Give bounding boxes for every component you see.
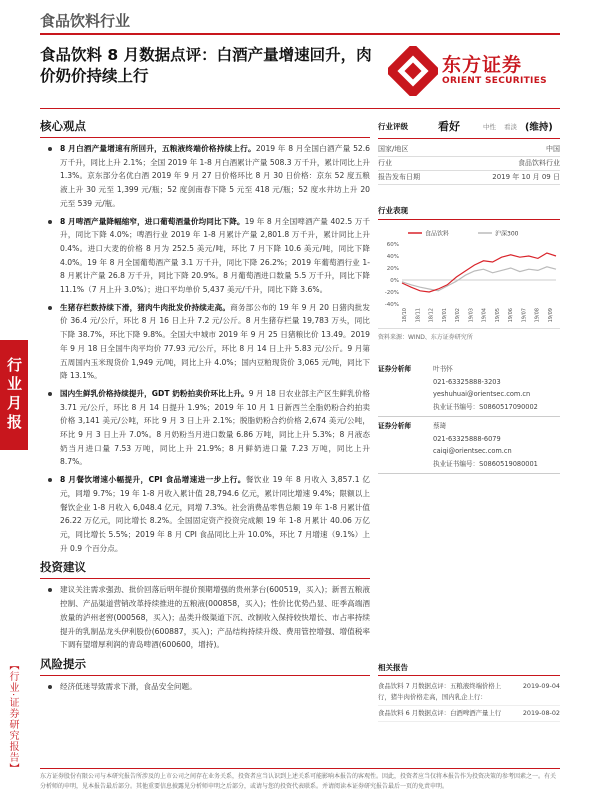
bullet-lead: 8 月餐饮增速小幅提升，CPI 食品增速进一步上行。 (60, 475, 246, 485)
report-title: 食品饮料 8 月数据点评：白酒产量增速回升，肉价奶价持续上行 (40, 46, 372, 85)
logo-en-name: ORIENT SECURITIES (442, 76, 547, 86)
rating-label: 行业评级 (378, 121, 408, 131)
x-tick-label: 19/02 (455, 308, 462, 323)
rating-option-bearish: 看淡 (504, 122, 517, 131)
core-bullet (40, 387, 370, 469)
bullet-body: 9 月 18 日农业部主产区生鲜乳价格 3.71 元/公斤，环比 8 月 14 日提升 1.9%；2019 年 10 月 1 日新西兰全脂奶粉合约拍卖价格 3,141 美元/公吨，环比 9 月 3 日上升 2.1%；脱脂奶粉合约价格 2,674 美元/公吨，环比 9 月 3 日上升 7.0%。8 月奶粉当月进口数量 6.86 万吨，同比上升 5.3%；8 月液态奶当月进口量 7.53 万吨，同比上升 21.9%；8 月鲜奶进口量 7.23 万吨，同比上升 8.7%。 (60, 388, 371, 467)
x-tick-label: 18/10 (402, 308, 408, 323)
analyst-role: 证券分析师 (378, 422, 411, 430)
x-tick-label: 19/04 (481, 308, 488, 323)
core-bullet (40, 215, 370, 297)
y-tick-label: 0% (390, 278, 399, 284)
analyst-email[interactable]: caiqi@orientsec.com.cn (433, 447, 512, 455)
section-divider (40, 578, 370, 579)
legend-label: 沪深300 (495, 230, 519, 238)
rating-option-neutral: 中性 (483, 122, 496, 131)
related-date: 2019-09-04 (522, 682, 560, 690)
x-tick-label: 18/11 (415, 308, 422, 323)
series-line (402, 253, 556, 292)
company-logo (380, 40, 560, 100)
x-tick-label: 19/05 (494, 308, 501, 323)
x-tick-label: 18/12 (428, 308, 435, 323)
core-bullet (40, 142, 370, 211)
related-title[interactable]: 食品饮料 7 月数据点评：五粮液终端价格上行，猪牛肉价格走高，国内乳企上行： (378, 682, 502, 701)
bullet-body: 2019 年 8 月全国白酒产量 52.6 万千升，同比上升 2.1%；全国 2019 年 1-8 月白酒累计产量 508.3 万千升，累计同比上升 1.3%。京东部分名优白酒 2019 年 9 月 27 日价格环比 8 月 30 日价格：京东 52 度五粮液上升 30 元至 1,399 元/瓶；52 度剑南春下降 5 元至 418 元/瓶；52 度水井坊上升 20 元至 539 元/瓶。 (60, 144, 370, 208)
section-divider (40, 137, 370, 138)
main-content (40, 118, 370, 698)
analyst-cert: 执业证书编号：S0860517090002 (433, 402, 538, 411)
analyst-role: 证券分析师 (378, 365, 411, 373)
bullet-lead: 8 月啤酒产量降幅缩窄，进口葡萄酒量价均同比下降。 (60, 216, 245, 226)
x-tick-label: 19/06 (508, 308, 515, 323)
y-tick-label: -40% (384, 302, 399, 308)
related-date: 2019-08-02 (522, 709, 560, 717)
related-item[interactable] (378, 679, 560, 706)
section-divider (40, 675, 370, 676)
disclaimer: 东方证券股份有限公司与本研究报告所涉及的上市公司之间存在业务关系，投资者应当认识到上述关系可能影响本报告的客观性。因此，投资者应当仅将本报告作为投资决策的参考因素之一。有关分析师的申明，见本报告最后部分。其他重要信息披露见分析师申明之后部分，或请与您的投资代表联系。并请阅读本证券研究报告最后一页的免责申明。 (40, 768, 560, 792)
analyst-name: 叶书怀 (433, 365, 453, 373)
x-tick-label: 19/09 (548, 308, 554, 323)
x-tick-label: 19/08 (534, 308, 541, 323)
x-tick-label: 19/03 (468, 308, 475, 323)
rating-row (378, 118, 560, 139)
rating-value: 看好 (438, 120, 460, 133)
info-row (378, 157, 560, 171)
report-type-tab: 行业月报 (0, 340, 28, 450)
core-bullet (40, 301, 370, 383)
sidebar (378, 118, 560, 477)
info-value: 食品饮料行业 (518, 159, 560, 167)
related-reports (378, 662, 560, 722)
investment-text: 建议关注需求强劲、批价回落后明年提价预期增强的贵州茅台(600519，买入)；新晋五粮液控制、产品渠道营销改革持续推进的五粮液(000858，买入)；性价比优势凸显、旺季高端酒放量的泸州老窖(000568，买入)；品类升级渠道下沉、改制收入保持较快增长、市占率持续提升的乳制品龙头伊利股份(600887，买入)；产品结构持续升级、费用管控增强、增值税率下调有望增厚利润的青岛啤酒(600600，增持)。 (40, 583, 370, 652)
industry-label: 食品饮料行业 (40, 12, 131, 30)
analyst-block (378, 363, 560, 417)
top-divider (40, 33, 560, 35)
bullet-lead: 生猪存栏数持续下滑，猪肉牛肉批发价持续走高。 (60, 302, 231, 312)
chart-source: 资料来源：WIND、东方证券研究所 (378, 328, 560, 341)
info-value: 2019 年 10 月 09 日 (492, 173, 560, 181)
analyst-name: 蔡琦 (433, 422, 447, 430)
info-key: 报告发布日期 (378, 173, 420, 181)
header-divider (40, 108, 560, 109)
y-tick-label: 20% (386, 266, 399, 272)
info-key: 行业 (378, 159, 392, 167)
info-key: 国家/地区 (378, 145, 409, 153)
performance-chart (378, 226, 560, 326)
analysts (378, 363, 560, 474)
report-category-note: 【行业·证券研究报告】 (7, 660, 18, 775)
analyst-phone: 021-63325888-6079 (433, 434, 501, 443)
analyst-block (378, 420, 560, 474)
bullet-lead: 8 月白酒产量增速有所回升，五粮液终端价格持续上行。 (60, 144, 256, 153)
core-bullets (40, 142, 370, 555)
analyst-cert: 执业证书编号：S0860519080001 (433, 459, 538, 468)
bullet-body: 餐饮业 19 年 8 月收入 3,857.1 亿元，同增 9.7%；19 年 1-8 月收入累计值 28,794.6 亿元，累计同比增速 9.4%；限额以上餐饮企业 1-8 月收入 6,048.4 亿元，同增 7.3%。社会消费品零售总额 19 年 1-8 月累计值 26.22 万亿元，同比增长 8.2%。全国固定资产投资完成额 19 年 1-8 月累计 40.06 万亿元，同比增长 5.5%；2019 年 8 月 CPI 食品同比上升 10.0%，环比 7 月增速（9.1%）上升 0.9 个百分点。 (60, 475, 370, 553)
y-tick-label: 60% (386, 242, 399, 248)
legend-label: 食品饮料 (425, 230, 450, 238)
investment-heading: 投资建议 (40, 560, 86, 575)
performance-chart-svg (378, 226, 560, 326)
rating-maintain: (维持) (525, 122, 553, 133)
bullet-lead: 国内生鲜乳价格持续提升，GDT 奶粉拍卖价环比上升。 (60, 388, 249, 398)
orient-logo-icon (388, 46, 438, 96)
analyst-phone: 021-63325888-3203 (433, 377, 501, 386)
x-tick-label: 19/07 (521, 308, 528, 323)
related-item[interactable] (378, 706, 560, 722)
core-bullet (40, 473, 370, 555)
series-line (402, 267, 556, 291)
related-title[interactable]: 食品饮料 6 月数据点评：白酒啤酒产量上行 (378, 709, 502, 717)
related-heading: 相关报告 (378, 662, 560, 676)
y-tick-label: 40% (386, 254, 399, 260)
performance-heading: 行业表现 (378, 205, 560, 220)
core-heading: 核心观点 (40, 119, 86, 133)
analyst-email[interactable]: yeshuhuai@orientsec.com.cn (433, 390, 531, 398)
info-row (378, 143, 560, 157)
risk-text: 经济低迷导致需求下滑，食品安全问题。 (40, 680, 370, 694)
info-value: 中国 (546, 145, 560, 153)
y-tick-label: -20% (384, 290, 399, 296)
bullet-body: 19 年 8 月全国啤酒产量 402.5 万千升，同比下降 4.0%；啤酒行业 2019 年 1-8 月累计产量 2,801.8 万千升，累计同比上升 0.4%。进口大麦的价格 8 月为 252.5 美元/吨，环比 7 月下降 10.6 美元/吨，同比下降 4.0%。19 年 8 月全国葡萄酒产量 3.1 万千升，同比下降 26.2%；2019 年葡萄酒行业 1-8 月累计产量 26.8 万千升，同比下降 20.9%。8 月葡萄酒进口数量 5.5 万千升，同比下降 11.1%（7 月上升 3.0%）；进口平均单价 5,437 美元/千升，同比下降 3.6%。 (60, 216, 370, 295)
x-tick-label: 19/01 (441, 308, 448, 323)
risk-heading: 风险提示 (40, 656, 86, 671)
logo-cn-name: 东方证券 (442, 54, 523, 76)
info-row (378, 171, 560, 185)
bullet-body: 商务部公布的 19 年 9 月 20 日猪肉批发价 36.4 元/公斤，环比 8 月 16 日上升 7.2 元/公斤。8 月生猪存栏量 19,783 万头，同比下降 38.7%，环比下降 9.8%。全国大中城市 2019 年 9 月 25 日猪粮比价 13.49。2019 年 9 月 18 日全国牛肉平均价 77.93 元/公斤，环比 8 月 14 日上升 5.83 元/公斤。9 月第五周国内玉米现货价 1,949 元/吨，同比上升 4.0%；国内豆粕现货价 3,065 元/吨，同比下降 13.1%。 (60, 302, 371, 381)
